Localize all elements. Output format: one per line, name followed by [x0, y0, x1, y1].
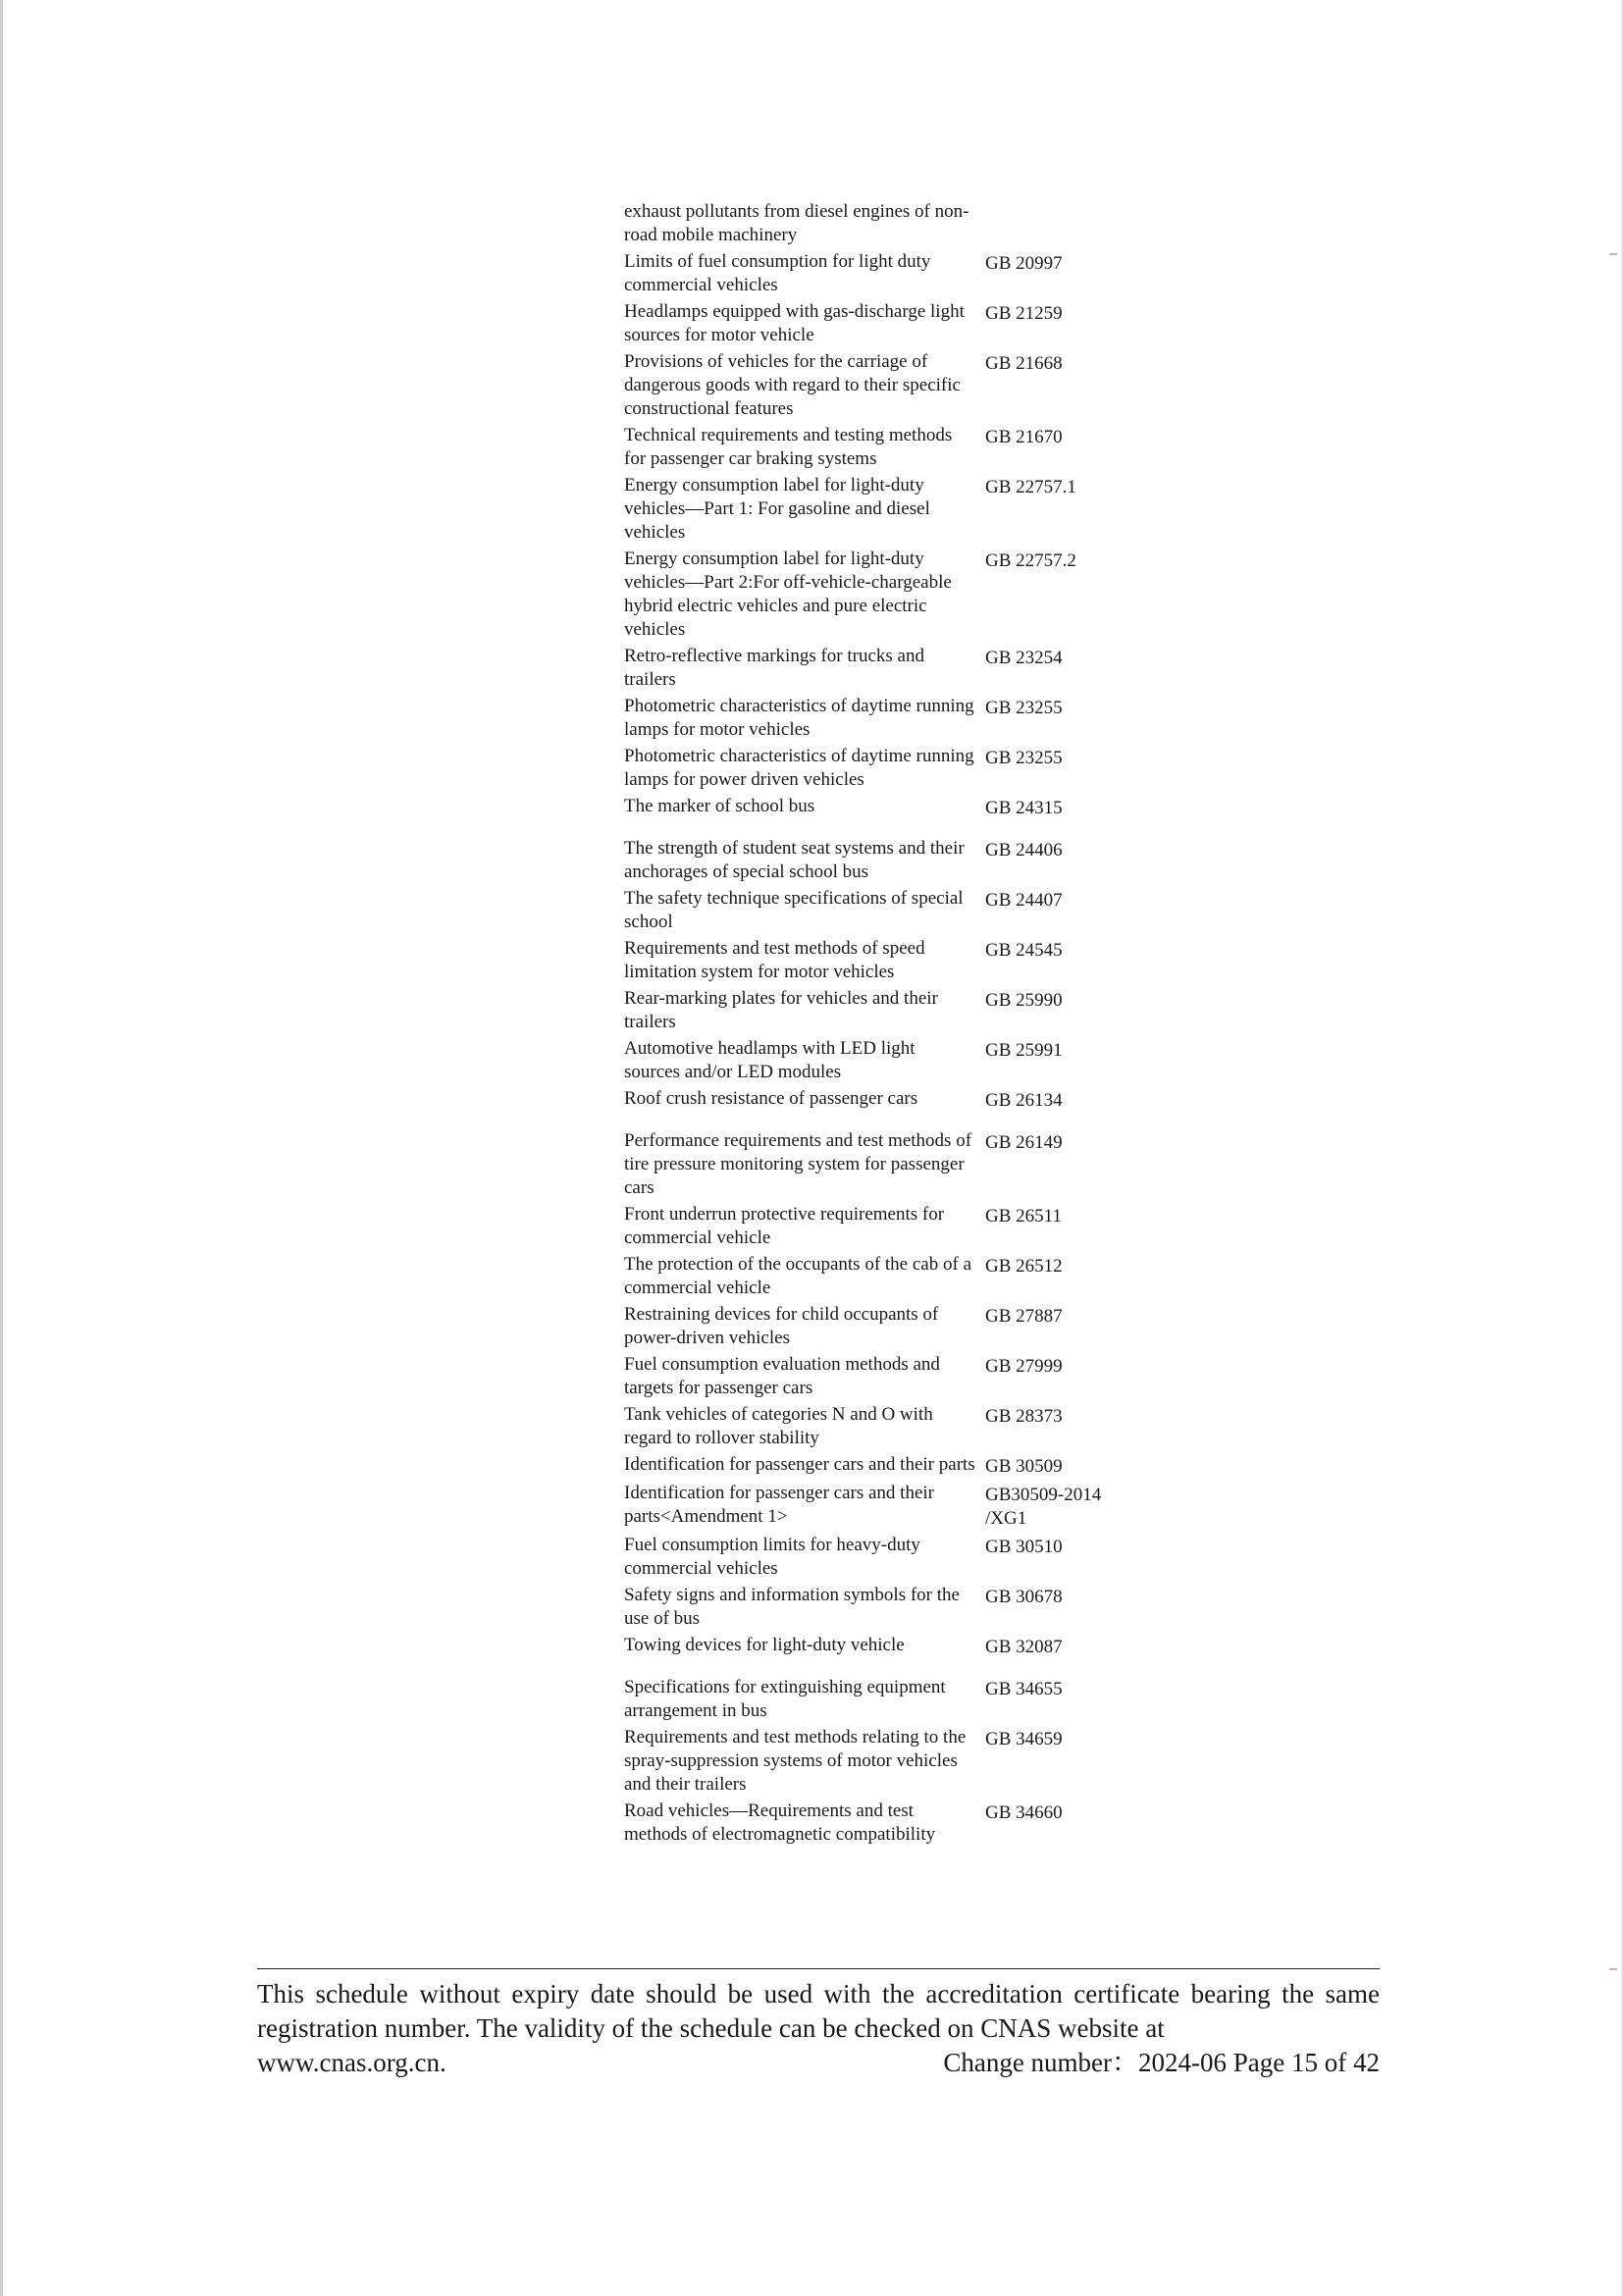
table-row — [624, 795, 1174, 820]
standard-title: Roof crush resistance of passenger cars — [624, 1088, 918, 1109]
table-row — [624, 1453, 1174, 1479]
standard-code: GB 20997 — [985, 253, 1063, 274]
table-row — [624, 1800, 1174, 1847]
footer-divider — [257, 1968, 1380, 1969]
standard-title: Identification for passenger cars and their parts — [624, 1454, 975, 1475]
table-row — [624, 300, 1174, 347]
table-row — [624, 1253, 1174, 1300]
standard-title: Requirements and test methods of speed limitation system for motor vehicles — [624, 938, 925, 982]
standard-title: Requirements and test methods relating to the spray-suppression systems of motor vehicles and their trailers — [624, 1727, 967, 1795]
table-row — [624, 695, 1174, 742]
standard-code: GB 34659 — [985, 1729, 1063, 1749]
standard-title: Fuel consumption evaluation methods and targets for passenger cars — [624, 1354, 940, 1398]
table-row — [624, 350, 1174, 421]
table-row — [624, 548, 1174, 642]
table-row — [624, 1482, 1174, 1531]
standard-code: GB 23255 — [985, 748, 1063, 768]
standard-code: GB 32087 — [985, 1637, 1063, 1657]
table-row — [624, 1203, 1174, 1250]
table-row — [624, 1353, 1174, 1400]
standard-code: GB 34655 — [985, 1679, 1063, 1699]
standard-title: exhaust pollutants from diesel engines of non-road mobile machinery — [624, 201, 969, 245]
table-row — [624, 424, 1174, 471]
standard-code: GB 21259 — [985, 303, 1063, 324]
standard-title: Towing devices for light-duty vehicle — [624, 1635, 905, 1655]
standard-title: Automotive headlamps with LED light sources and/or LED modules — [624, 1038, 916, 1082]
table-row — [624, 745, 1174, 792]
table-row — [624, 1534, 1174, 1581]
standard-code: GB 28373 — [985, 1406, 1063, 1427]
standard-code: GB 26134 — [985, 1090, 1063, 1111]
table-row — [624, 1037, 1174, 1084]
table-row — [624, 1676, 1174, 1723]
standard-code: GB 26149 — [985, 1132, 1063, 1153]
standard-title: The safety technique specifications of special school — [624, 888, 964, 932]
table-row — [624, 200, 1174, 247]
standard-code: GB 30678 — [985, 1587, 1063, 1607]
table-row — [624, 1634, 1174, 1659]
footer-website: www.cnas.org.cn. — [257, 2048, 446, 2077]
standard-title: Safety signs and information symbols for the use of bus — [624, 1585, 960, 1629]
standard-code: GB 25990 — [985, 990, 1063, 1011]
standard-title: Energy consumption label for light-duty vehicles—Part 2:For off-vehicle-chargeable hybrid electric vehicles and pure electric vehicles — [624, 548, 952, 640]
standard-code: GB 22757.2 — [985, 550, 1076, 571]
standard-code: GB 23254 — [985, 648, 1063, 668]
standard-code: GB30509-2014 /XG1 — [985, 1485, 1102, 1529]
standard-title: Performance requirements and test methods of tire pressure monitoring system for passenger cars — [624, 1130, 972, 1198]
table-row — [624, 887, 1174, 934]
scan-mark — [1609, 1968, 1617, 1970]
footer-statement: This schedule without expiry date should be used with the accreditation certificate bearing the same registration number. The validity of the schedule can be checked on CNAS website at — [257, 1979, 1380, 2043]
standard-code: GB 30509 — [985, 1456, 1063, 1477]
standard-title: Photometric characteristics of daytime running lamps for power driven vehicles — [624, 746, 974, 790]
standard-code: GB 24406 — [985, 840, 1063, 861]
standard-code: GB 24407 — [985, 890, 1063, 911]
standard-title: The protection of the occupants of the cab of a commercial vehicle — [624, 1254, 971, 1298]
standard-code: GB 23255 — [985, 698, 1063, 718]
standard-code: GB 27887 — [985, 1306, 1063, 1327]
scan-edge-left — [0, 0, 3, 2296]
table-row — [624, 1129, 1174, 1200]
standard-code: GB 26512 — [985, 1256, 1063, 1277]
table-row — [624, 837, 1174, 884]
standard-title: Rear-marking plates for vehicles and their trailers — [624, 988, 938, 1032]
table-row — [624, 1726, 1174, 1797]
standard-code: GB 21668 — [985, 353, 1063, 374]
standard-code — [985, 200, 1172, 202]
table-row — [624, 250, 1174, 297]
standard-code: GB 25991 — [985, 1040, 1063, 1061]
standard-title: Front underrun protective requirements for commercial vehicle — [624, 1204, 945, 1248]
standard-code: GB 24545 — [985, 940, 1063, 961]
standard-title: Specifications for extinguishing equipment arrangement in bus — [624, 1677, 946, 1721]
standard-title: Identification for passenger cars and their parts<Amendment 1> — [624, 1483, 935, 1527]
standard-code: GB 22757.1 — [985, 477, 1076, 497]
standard-code: GB 21670 — [985, 427, 1063, 447]
footer-change-number: Change number：2024-06 Page 15 of 42 — [943, 2048, 1380, 2077]
standard-code: GB 34660 — [985, 1802, 1063, 1823]
standard-title: Restraining devices for child occupants of power-driven vehicles — [624, 1304, 939, 1348]
standard-title: Retro-reflective markings for trucks and trailers — [624, 646, 924, 690]
standard-title: Fuel consumption limits for heavy-duty commercial vehicles — [624, 1535, 920, 1579]
standard-title: Headlamps equipped with gas-discharge light sources for motor vehicle — [624, 301, 965, 345]
standard-title: Road vehicles—Requirements and test methods of electromagnetic compatibility — [624, 1800, 936, 1845]
table-row — [624, 474, 1174, 545]
standard-code: GB 27999 — [985, 1356, 1063, 1377]
table-row — [624, 987, 1174, 1034]
table-row — [624, 1584, 1174, 1631]
standard-title: Tank vehicles of categories N and O with regard to rollover stability — [624, 1404, 933, 1448]
standard-code: GB 30510 — [985, 1537, 1063, 1557]
table-row — [624, 1303, 1174, 1350]
table-row — [624, 645, 1174, 692]
standard-title: Provisions of vehicles for the carriage of dangerous goods with regard to their specific constructional features — [624, 351, 961, 419]
standard-code: GB 24315 — [985, 798, 1063, 818]
scan-mark — [1609, 253, 1617, 255]
page-footer — [257, 1968, 1380, 2080]
standard-title: Photometric characteristics of daytime running lamps for motor vehicles — [624, 696, 974, 740]
table-row — [624, 937, 1174, 984]
standard-title: Energy consumption label for light-duty vehicles—Part 1: For gasoline and diesel vehicles — [624, 475, 930, 543]
standards-table — [624, 200, 1174, 1850]
table-row — [624, 1403, 1174, 1450]
table-row — [624, 1087, 1174, 1113]
standard-title: The strength of student seat systems and their anchorages of special school bus — [624, 838, 965, 882]
standard-code: GB 26511 — [985, 1206, 1062, 1226]
standard-title: Limits of fuel consumption for light duty commercial vehicles — [624, 251, 931, 295]
standard-title: The marker of school bus — [624, 796, 815, 816]
standard-title: Technical requirements and testing methods for passenger car braking systems — [624, 425, 953, 469]
footer-last-line — [257, 2046, 1380, 2080]
